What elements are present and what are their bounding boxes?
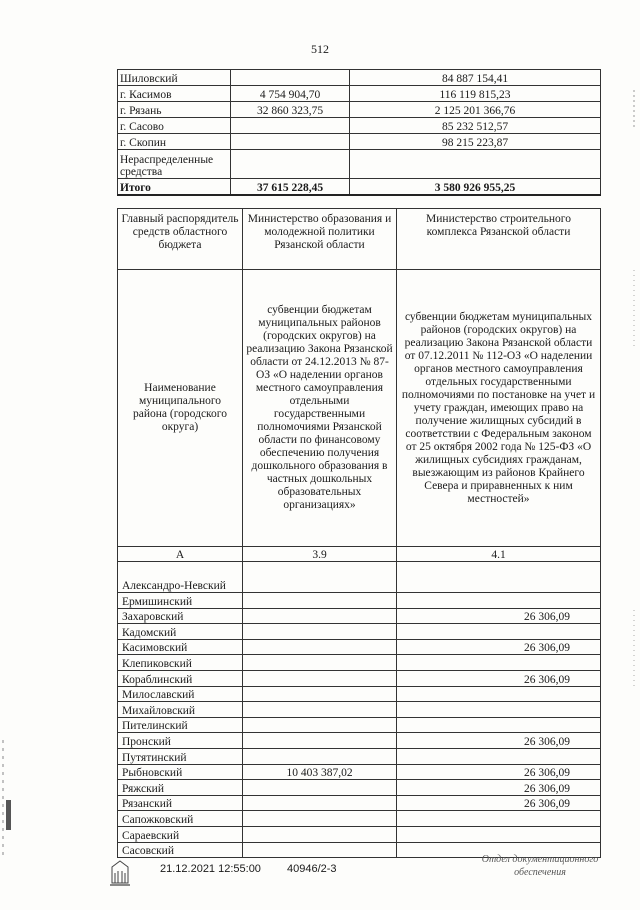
index-col2: 4.1 — [397, 547, 601, 562]
table-row — [118, 593, 601, 609]
summary-row-value: 98 215 223,87 — [350, 134, 601, 150]
table-row — [118, 624, 601, 640]
value-3-9 — [243, 562, 397, 593]
summary-row-value: 4 754 904,70 — [231, 86, 350, 102]
value-3-9 — [243, 639, 397, 655]
district-name: Сараевский — [118, 826, 243, 842]
district-name: Рыбновский — [118, 764, 243, 780]
table-row — [118, 670, 601, 686]
district-name: Рязанский — [118, 795, 243, 811]
value-3-9 — [243, 780, 397, 796]
footer-code: 40946/2-3 — [287, 863, 337, 875]
value-4-1: 26 306,09 — [397, 670, 601, 686]
table-row — [118, 826, 601, 842]
summary-row — [118, 102, 601, 118]
value-3-9 — [243, 686, 397, 702]
value-4-1: 26 306,09 — [397, 764, 601, 780]
summary-row-value — [231, 118, 350, 134]
emblem-icon — [108, 859, 132, 887]
district-name: Кадомский — [118, 624, 243, 640]
district-name: Захаровский — [118, 608, 243, 624]
district-name: Пронский — [118, 733, 243, 749]
value-4-1 — [397, 624, 601, 640]
value-4-1: 26 306,09 — [397, 795, 601, 811]
district-name: Путятинский — [118, 748, 243, 764]
value-3-9 — [243, 717, 397, 733]
total-label: Итого — [118, 179, 231, 196]
scan-edge-marks — [630, 90, 638, 910]
value-4-1 — [397, 748, 601, 764]
table-row — [118, 795, 601, 811]
total-value: 3 580 926 955,25 — [350, 179, 601, 196]
value-4-1 — [397, 562, 601, 593]
summary-row — [118, 150, 601, 179]
value-3-9 — [243, 795, 397, 811]
value-3-9 — [243, 748, 397, 764]
table-row — [118, 686, 601, 702]
value-3-9 — [243, 593, 397, 609]
table-row — [118, 764, 601, 780]
summary-total-row — [118, 179, 601, 196]
description-col2: субвенции бюджетам муниципальных районов (городских округов) на реализацию Закона Рязанской области от 07.12.2011 № 112-ОЗ «О наделении органов местного самоуправления отдельных государственными полномочиями по постановке на учет и учету граждан, имеющих право на получение жилищных субсидий в соответствии с Федеральным законом от 25 октября 2002 года № 125-ФЗ «О жилищных субсидиях гражданам, выезжающим из районов Крайнего Севера и приравненных к ним местностей» — [397, 270, 601, 547]
value-4-1 — [397, 655, 601, 671]
table-row — [118, 608, 601, 624]
header-col0: Главный распорядитель средств областного бюджета — [118, 209, 243, 270]
summary-row-name: Шиловский — [118, 70, 231, 86]
value-3-9 — [243, 608, 397, 624]
summary-row-value: 116 119 815,23 — [350, 86, 601, 102]
table-row — [118, 562, 601, 593]
value-3-9 — [243, 655, 397, 671]
district-name: Клепиковский — [118, 655, 243, 671]
summary-row-name: Нераспределенные средства — [118, 150, 231, 179]
summary-row — [118, 86, 601, 102]
value-3-9 — [243, 811, 397, 827]
district-name: Ряжский — [118, 780, 243, 796]
description-col1: субвенции бюджетам муниципальных районов (городских округов) на реализацию Закона Рязанской области от 24.12.2013 № 87-ОЗ «О наделении органов местного самоуправления отдельными государственными полномочиями Рязанской области по финансовому обеспечению получения дошкольного образования в частных дошкольных образовательных организациях» — [243, 270, 397, 547]
summary-row-name: г. Скопин — [118, 134, 231, 150]
value-3-9 — [243, 670, 397, 686]
summary-row-name: г. Сасово — [118, 118, 231, 134]
department-stamp: Отдел документационного обеспечения — [481, 854, 599, 878]
value-4-1: 26 306,09 — [397, 639, 601, 655]
index-col1: 3.9 — [243, 547, 397, 562]
district-name: Михайловский — [118, 702, 243, 718]
summary-row — [118, 118, 601, 134]
summary-row-name: г. Рязань — [118, 102, 231, 118]
table-row — [118, 639, 601, 655]
header-col2: Министерство строительного комплекса Рязанской области — [397, 209, 601, 270]
value-4-1 — [397, 811, 601, 827]
table-row — [118, 655, 601, 671]
district-name: Касимовский — [118, 639, 243, 655]
summary-table — [117, 69, 601, 196]
summary-row-value — [350, 150, 601, 179]
value-3-9 — [243, 826, 397, 842]
value-3-9 — [243, 702, 397, 718]
page-number: 512 — [311, 42, 329, 56]
table-row — [118, 733, 601, 749]
table-row — [118, 811, 601, 827]
total-value: 37 615 228,45 — [231, 179, 350, 196]
value-4-1: 26 306,09 — [397, 780, 601, 796]
table-row — [118, 717, 601, 733]
summary-row-name: г. Касимов — [118, 86, 231, 102]
value-4-1 — [397, 717, 601, 733]
value-4-1 — [397, 826, 601, 842]
main-table — [117, 208, 601, 858]
table-row — [118, 702, 601, 718]
description-col0: Наименование муниципального района (городского округа) — [118, 270, 243, 547]
value-4-1 — [397, 702, 601, 718]
district-name: Александро-Невский — [118, 562, 243, 593]
value-4-1 — [397, 593, 601, 609]
district-name: Сапожковский — [118, 811, 243, 827]
district-name: Кораблинский — [118, 670, 243, 686]
district-name: Милославский — [118, 686, 243, 702]
value-4-1: 26 306,09 — [397, 733, 601, 749]
table-row — [118, 748, 601, 764]
value-3-9 — [243, 733, 397, 749]
value-3-9 — [243, 624, 397, 640]
summary-row-value — [231, 150, 350, 179]
summary-row — [118, 70, 601, 86]
value-4-1 — [397, 686, 601, 702]
footer-date: 21.12.2021 12:55:00 — [160, 863, 261, 875]
index-row — [118, 547, 601, 562]
value-3-9: 10 403 387,02 — [243, 764, 397, 780]
district-name: Ермишинский — [118, 593, 243, 609]
description-row — [118, 270, 601, 547]
header-row — [118, 209, 601, 270]
summary-row-value: 32 860 323,75 — [231, 102, 350, 118]
summary-row-value: 85 232 512,57 — [350, 118, 601, 134]
summary-row-value: 2 125 201 366,76 — [350, 102, 601, 118]
district-name: Пителинский — [118, 717, 243, 733]
scan-left-marks — [0, 740, 12, 860]
summary-row-value — [231, 134, 350, 150]
header-col1: Министерство образования и молодежной политики Рязанской области — [243, 209, 397, 270]
district-name: Сасовский — [118, 842, 243, 858]
value-3-9 — [243, 842, 397, 858]
summary-row — [118, 134, 601, 150]
index-col0: А — [118, 547, 243, 562]
summary-row-value — [231, 70, 350, 86]
table-row — [118, 780, 601, 796]
value-4-1: 26 306,09 — [397, 608, 601, 624]
summary-row-value: 84 887 154,41 — [350, 70, 601, 86]
